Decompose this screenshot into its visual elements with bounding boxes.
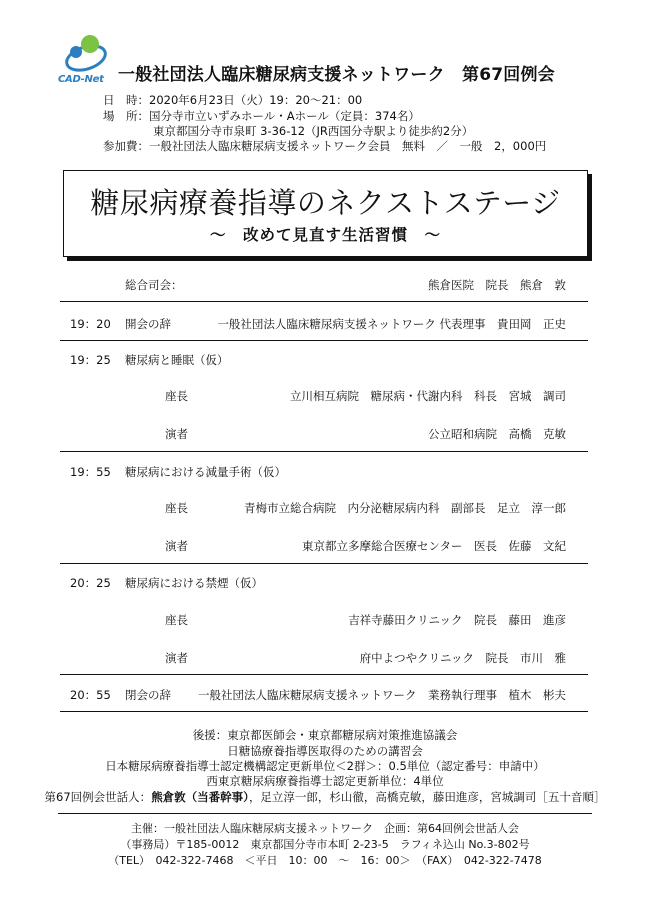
divider bbox=[58, 813, 592, 814]
fee-line: 参加費：一般社団法人臨床糖尿病支援ネットワーク会員 無料 ／ 一般 2，000円 bbox=[103, 139, 547, 153]
footer-sponsor: 主催：一般社団法人臨床糖尿病支援ネットワーク 企画：第64回例会世話人会 bbox=[131, 822, 519, 835]
session-title: 糖尿病と睡眠（仮） bbox=[125, 353, 229, 367]
speaker-name: 公立昭和病院 高橋 克敏 bbox=[428, 427, 566, 441]
chair-name: 吉祥寺藤田クリニック 院長 藤田 進彦 bbox=[348, 613, 566, 627]
mc-name: 熊倉医院 院長 熊倉 敦 bbox=[428, 278, 566, 292]
title-box bbox=[63, 170, 588, 257]
support-line: 西東京糖尿病療養指導士認定更新単位：4単位 bbox=[206, 774, 444, 788]
address-line: 東京都国分寺市泉町 3-36-12（JR西国分寺駅より徒歩約2分） bbox=[153, 124, 474, 138]
support-line: 日本糖尿病療養指導士認定機構認定更新単位＜2群＞：0.5単位（認定番号：申請中） bbox=[105, 759, 545, 773]
opening-title: 開会の辞 bbox=[125, 317, 171, 331]
closing-time: 20：55 bbox=[70, 688, 111, 702]
session-time: 19：55 bbox=[70, 465, 111, 479]
organizers-rest: ，足立淳一郎，杉山徹，高橋克敏，藤田進彦，宮城調司［五十音順］ bbox=[248, 790, 606, 804]
organizers-label: 第67回例会世話人： bbox=[44, 790, 152, 804]
chair-name: 青梅市立総合病院 内分泌糖尿病内科 副部長 足立 淳一郎 bbox=[244, 501, 566, 515]
footer-office: （事務局）〒185-0012 東京都国分寺市本町 2-23-5 ラフィネ込山 No.3-802号 bbox=[120, 838, 530, 851]
closing-title: 閉会の辞 bbox=[125, 688, 171, 702]
divider bbox=[60, 563, 588, 564]
org-title: 一般社団法人臨床糖尿病支援ネットワーク 第67回例会 bbox=[118, 65, 555, 85]
opening-time: 19：20 bbox=[70, 317, 111, 331]
closing-speaker: 一般社団法人臨床糖尿病支援ネットワーク 業務執行理事 植木 彬夫 bbox=[198, 688, 566, 702]
speaker-label: 演者 bbox=[165, 539, 188, 553]
speaker-label: 演者 bbox=[165, 427, 188, 441]
venue-line: 場 所：国分寺市立いずみホール・Aホール（定員：374名） bbox=[103, 109, 420, 123]
divider bbox=[60, 711, 588, 712]
chair-label: 座長 bbox=[165, 389, 188, 403]
chair-label: 座長 bbox=[165, 613, 188, 627]
session-time: 19：25 bbox=[70, 353, 111, 367]
speaker-name: 府中よつやクリニック 院長 市川 雅 bbox=[359, 651, 566, 665]
chair-label: 座長 bbox=[165, 501, 188, 515]
divider bbox=[60, 451, 588, 452]
date-line: 日 時：2020年6月23日（火）19：20～21：00 bbox=[103, 93, 363, 107]
session-title: 糖尿病における禁煙（仮） bbox=[125, 576, 263, 590]
divider bbox=[60, 340, 588, 341]
divider bbox=[60, 674, 588, 675]
organizers-lead: 熊倉敦（当番幹事） bbox=[151, 790, 249, 804]
sub-title: ～ 改めて見直す生活習慣 ～ bbox=[209, 226, 441, 244]
logo-label: CAD-Net bbox=[58, 74, 104, 85]
opening-speaker: 一般社団法人臨床糖尿病支援ネットワーク 代表理事 貴田岡 正史 bbox=[217, 317, 566, 331]
support-line: 日糖協療養指導医取得のための講習会 bbox=[227, 744, 423, 758]
footer-contact: （TEL） 042-322-7468 ＜平日 10：00 ～ 16：00＞ （FAX） 042-322-7478 bbox=[108, 854, 542, 867]
support-line: 後援：東京都医師会・東京都糖尿病対策推進協議会 bbox=[192, 728, 458, 742]
chair-name: 立川相互病院 糖尿病・代謝内科 科長 宮城 調司 bbox=[290, 389, 566, 403]
session-title: 糖尿病における減量手術（仮） bbox=[125, 465, 286, 479]
mc-label: 総合司会： bbox=[125, 278, 183, 292]
divider bbox=[60, 301, 588, 302]
organizers-line bbox=[0, 789, 650, 805]
speaker-label: 演者 bbox=[165, 651, 188, 665]
session-time: 20：25 bbox=[70, 576, 111, 590]
speaker-name: 東京都立多摩総合医療センター 医長 佐藤 文紀 bbox=[301, 539, 566, 553]
main-title: 糖尿病療養指導のネクストステージ bbox=[90, 186, 561, 220]
